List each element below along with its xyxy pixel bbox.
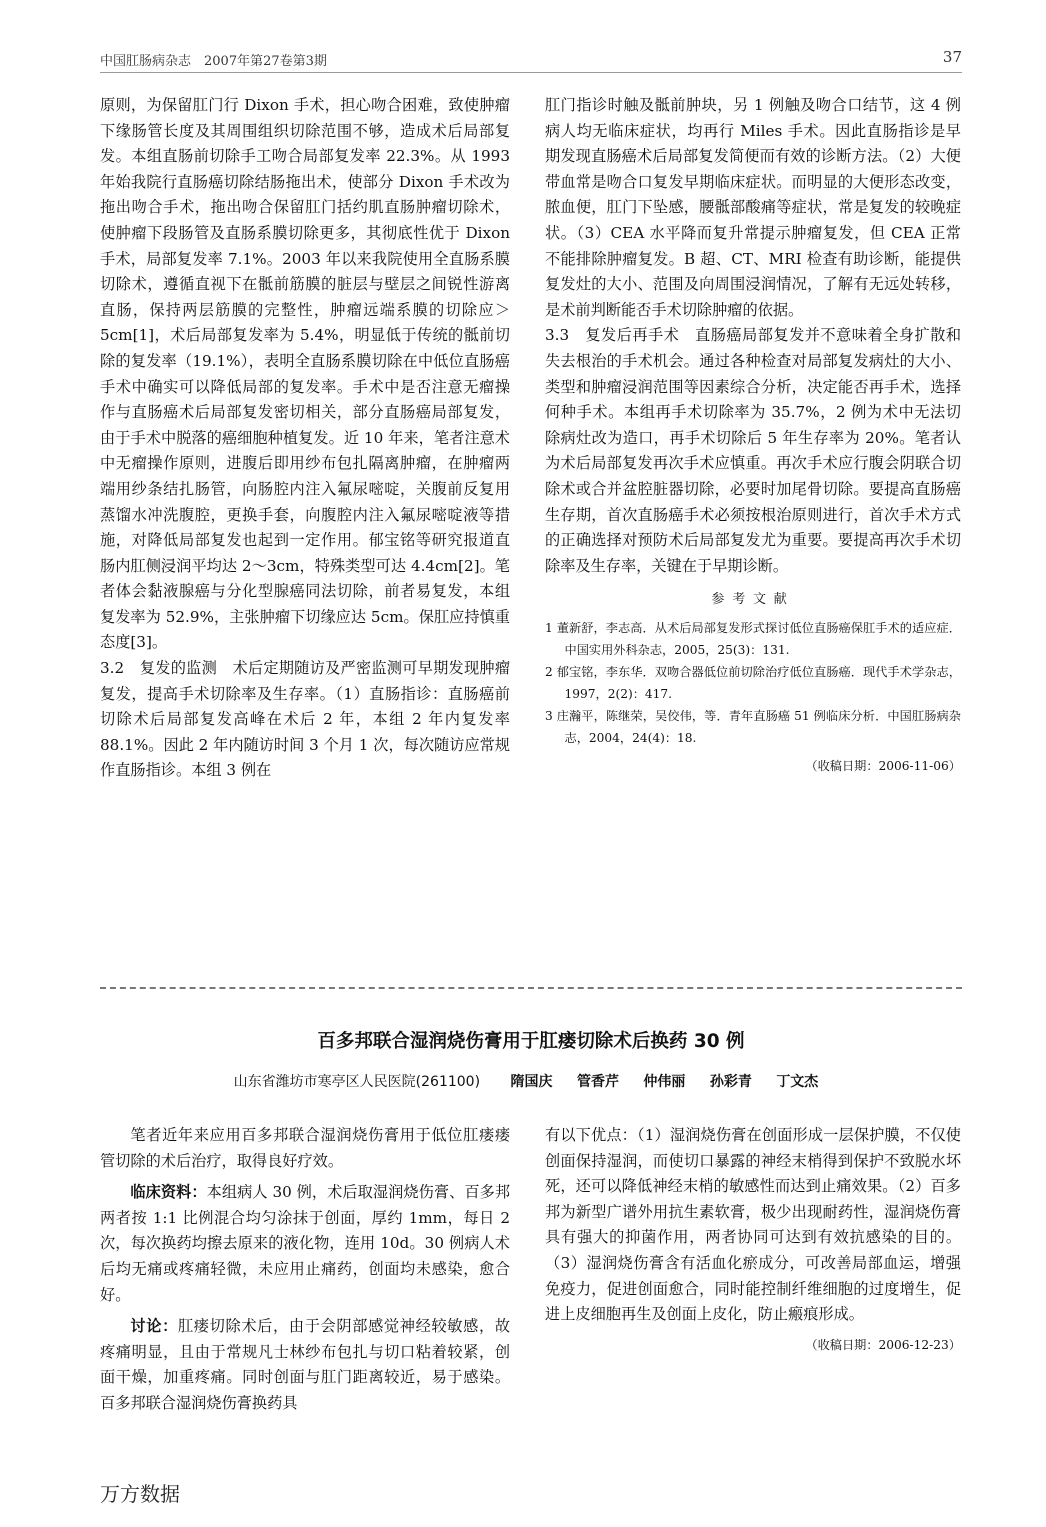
top-article-left-column [100,93,510,784]
references-heading: 参考文献 [711,592,795,608]
clinical-data-text: 本组病人 30 例，术后取湿润烧伤膏、百多邦两者按 1:1 比例混合均匀涂抹于创面，厚约 1mm，每日 2 次，每次换药均擦去原来的液化物，连用 10d。30 例病人术后均无痛或疼痛轻微，未应用止痛药，创面均未感染，愈合好。 [100,1183,511,1304]
header-rule [100,72,962,73]
author: 隋国庆 [510,1074,553,1090]
author: 管香芹 [576,1074,619,1090]
page-number: 37 [942,48,962,66]
discussion-label: 讨论： [130,1317,178,1336]
received-date: （收稿日期：2006-11-06） [805,758,961,773]
top-article-right-column [545,93,961,777]
discussion-text: 肛瘘切除术后，由于会阴部感觉神经较敏感，故疼痛明显，且由于常规凡士林纱布包扎与切口粘着较紧，创面干燥，加重疼痛。同时创面与肛门距离较近，易于感染。百多邦联合湿润烧伤膏换药具 [100,1317,511,1412]
body-paragraph: 直肠癌局部复发并不意味着全身扩散和失去根治的手术机会。通过各种检查对局部复发病灶的大小、类型和肿瘤浸润范围等因素综合分析，决定能否再手术，选择何种手术。本组再手术切除率为 35.7%，2 例为术中无法切除病灶改为造口，再手术切除后 5 年生存率为 20%。笔者认为术后局部复发再次手术应慎重。再次手术应行腹会阴联合切除术或合并盆腔脏器切除，必要时加尾骨切除。要提高直肠癌生存期，首次直肠癌手术必须按根治原则进行，首次手术方式的正确选择对预防术后局部复发尤为重要。要提高再次手术切除率及生存率，关键在于早期诊断。 [545,326,962,575]
body-paragraph: 有以下优点：（1）湿润烧伤膏在创面形成一层保护膜，不仅使创面保持湿润，而使切口暴露的神经末梢得到保护不致脱水坏死，还可以降低神经末梢的敏感性而达到止痛效果。（2）百多邦为新型广谱外用抗生素软膏，极少出现耐药性，湿润烧伤膏具有强大的抑菌作用，两者协同可达到有效抗感染的目的。（3）湿润烧伤膏含有活血化瘀成分，可改善局部血运，增强免疫力，促进创面愈合，同时能控制纤维细胞的过度增生，促进上皮细胞再生及创面上皮化，防止瘢痕形成。 [545,1126,961,1324]
author: 丁文杰 [776,1074,819,1090]
intro-paragraph: 笔者近年来应用百多邦联合湿润烧伤膏用于低位肛瘘瘘管切除的术后治疗，取得良好疗效。 [100,1126,510,1170]
bottom-article-right-column [545,1123,961,1356]
author: 仲伟丽 [643,1074,686,1090]
article-divider [100,987,962,989]
body-paragraph: 肛门指诊时触及骶前肿块，另 1 例触及吻合口结节，这 4 例病人均无临床症状，均再行 Miles 手术。因此直肠指诊是早期发现直肠癌术后局部复发简便而有效的诊断方法。（2）大便带血常是吻合口复发早期临床症状。而明显的大便形态改变，脓血便，肛门下坠感，腰骶部酸痛等症状，常是复发的较晚症状。（3）CEA 水平降而复升常提示肿瘤复发，但 CEA 正常不能排除肿瘤复发。B 超、CT、MRI 检查有助诊断，能提供复发灶的大小、范围及向周围浸润情况，了解有无远处转移，是术前判断能否手术切除肿瘤的依据。 [545,96,961,319]
reference-item: 3 庄瀚平，陈继荣，吴佼伟，等．青年直肠癌 51 例临床分析．中国肛肠病杂志，2004，24(4)：18. [545,708,961,745]
body-paragraph: 原则，为保留肛门行 Dixon 手术，担心吻合困难，致使肿瘤下缘肠管长度及其周围组织切除范围不够，造成术后局部复发。本组直肠前切除手工吻合局部复发率 22.3%。从 1993 年始我院行直肠癌切除结肠拖出术，使部分 Dixon 手术改为拖出吻合手术，拖出吻合保留肛门括约肌直肠肿瘤切除术，使肿瘤下段肠管及直肠系膜切除更多，其彻底性优于 Dixon 手术，局部复发率 7.1%。2003 年以来我院使用全直肠系膜切除术，遵循直视下在骶前筋膜的脏层与壁层之间锐性游离直肠，保持两层筋膜的完整性，肿瘤远端系膜的切除应＞5cm[1]，术后局部复发率为 5.4%，明显低于传统的骶前切除的复发率（19.1%），表明全直肠系膜切除在中低位直肠癌手术中确实可以降低局部的复发率。手术中是否注意无瘤操作与直肠癌术后局部复发密切相关，部分直肠癌局部复发，由于手术中脱落的癌细胞种植复发。近 10 年来，笔者注意术中无瘤操作原则，进腹后即用纱布包扎隔离肿瘤，在肿瘤两端用纱条结扎肠管，向肠腔内注入氟尿嘧啶，关腹前反复用蒸馏水冲洗腹腔，更换手套，向腹腔内注入氟尿嘧啶液等措施，对降低局部复发也起到一定作用。郁宝铭等研究报道直肠内肛侧浸润平均达 2～3cm，特殊类型可达 4.4cm[2]。笔者体会黏液腺癌与分化型腺癌同法切除，前者易复发，本组复发率为 52.9%，主张肿瘤下切缘应达 5cm。保肛应持慎重态度[3]。 [100,96,510,652]
author: 孙彩青 [709,1074,752,1090]
affiliation: 山东省潍坊市寒亭区人民医院(261100) [233,1074,481,1090]
clinical-data-label: 临床资料： [130,1183,207,1202]
bottom-article-left-column [100,1123,510,1423]
watermark-logo-text: 万方数据 [100,1482,180,1506]
article-title: 百多邦联合湿润烧伤膏用于肛瘘切除术后换药 30 例 [317,1031,745,1052]
received-date: （收稿日期：2006-12-23） [805,1337,961,1352]
reference-item: 2 郁宝铭，李东华．双吻合器低位前切除治疗低位直肠癌．现代手术学杂志，1997，2(2)：417. [545,664,961,701]
running-header [100,48,962,70]
section-heading-3-3: 3.3 复发后再手术 [545,326,680,345]
section-heading-3-2: 3.2 复发的监测 [100,659,218,678]
reference-item: 1 董新舒，李志高．从术后局部复发形式探讨低位直肠癌保肛手术的适应症．中国实用外科杂志，2005，25(3)：131. [545,620,961,657]
affiliation-authors-line [100,1071,962,1091]
body-paragraph: 术后定期随访及严密监测可早期发现肿瘤复发，提高手术切除率及生存率。（1）直肠指诊：直肠癌前切除术后局部复发高峰在术后 2 年，本组 2 年内复发率 88.1%。因此 2 年内随访时间 3 个月 1 次，每次随访应常规作直肠指诊。本组 3 例在 [100,659,511,780]
journal-name: 中国肛肠病杂志 2007年第27卷第3期 [100,54,327,69]
